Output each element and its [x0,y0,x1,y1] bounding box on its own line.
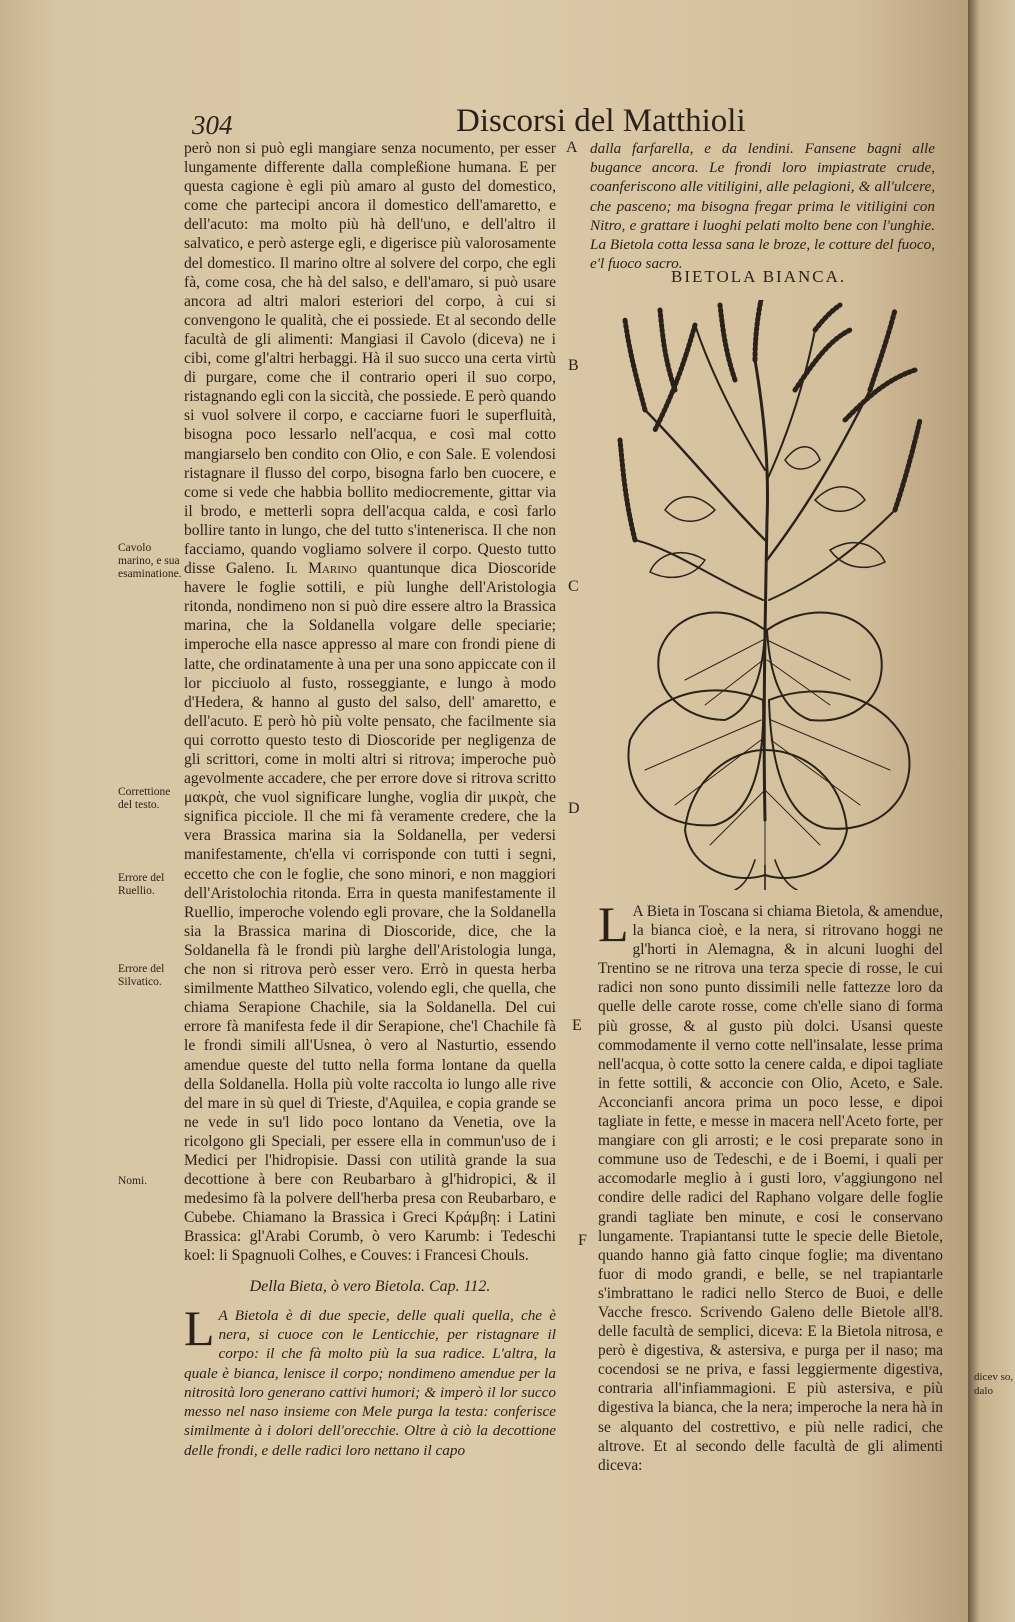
dioscorides-text: A Bietola è di due specie, delle quali quella, che è nera, si cuoce con le Lenticchie, per ristagnare il corpo: il che fà molto più la sua radice. L'altra, la quale è bianca, lenisce il corpo; nondimeno amendue per la nitrosità loro generano cattivi humori; & imperò il lor succo messo nel naso insieme con Mele purga la testa: conferisce similmente à i dolori dell'orecchie. Oltre à ciò la decottione delle frondi, e delle radici loro nettano il capo [184,1306,556,1459]
next-page-edge-text: dicev so, dalo [974,1371,1014,1397]
running-head: Discorsi del Matthioli [456,103,746,139]
section-letter-c: C [568,578,579,595]
next-page-edge [968,0,1015,1622]
section-letter-d: D [568,800,580,817]
figure-caption: BIETOLA BIANCA. [671,267,847,286]
margin-note-errore-silvatico: Errore del Silvatico. [118,963,165,988]
section-letter-e: E [572,1017,582,1034]
right-text-column [598,896,943,1475]
chapter-heading: Della Bieta, ò vero Bietola. Cap. 112. [249,1277,491,1295]
section-letter-b: B [568,357,579,374]
bietola-bianca-woodcut [615,300,925,890]
left-text-column [184,139,556,1460]
paragraph-cavolo [184,139,556,1266]
page-number: 304 [192,110,233,140]
section-letter-a: A [566,139,578,156]
paragraph-brassica-marina-text: quantunque dica Dioscoride havere le foglie sottili, e più lunghe dell'Aristologia ritonda, nondimeno non si può dire essere altro la Brassica marina, che la Soldanella volgare delle speciarie; imperoche ella nasce appresso al mare con frondi piene di latte, che ordinatamente à una per una sono appiccate con il lor picciuolo al fusto, rosseggiante, e lungo à modo d'Hedera, & hanno al gusto del salso, dell' amaretto, e dell'acuto. E però hò più volte pensato, che facilmente sia qui corrotto questo testo di Dioscoride per negligenza de gli scrittori, come in molti altri si ritrova; imperoche può agevolmente accadere, che per errore dove si ritrova scritto μακρὰ, che vuol significare lunghe, voglia dir μικρὰ, che significa picciole. Il che mi fà veramente credere, che la vera Brassica marina sia la Soldanella, per vedersi manifestamente, ch'ella vi corrisponde con tutti i segni, eccetto che con le foglie, che sono minori, e non maggiori dell'Aristolochia ritonda. Erra in questa manifestamente il Ruellio, imperoche volendo egli provare, che la Soldanella sia la Brassica marina di Dioscoride, dice, che la Soldanella fà le frondi più larghe dell'Aristologia lunga, che non si ritrova però esser vero. Errò in questa herba similmente Mattheo Silvatico, volendo egli, che quella, che chiama Serapione Chachile, sia la Soldanella. Del cui errore fà manifesta fede il dir Serapione, che'l Chachile fà le frondi simili all'Usnea, ò vero al Nasturtio, essendo amendue queste del tutto nella forma lontane da quella della Soldanella. Holla più volte raccolta io lungo alle rive del mare in sù quel di Trieste, d'Aquilea, e copia grande se ne vede in su'l lido poco lontano da Venetia, ove la ricolgono gli Speciali, per essere ella in commun'uso de i Medici per l'hidropisie. Dassi con utilità grande la sua decottione à bere con Reubarbaro à gl'hidropici, & il medesimo fà la polvere dell'herba presa con Reubarbaro, e Cubebe. Chiamano la Brassica i Greci Κράμβη: i Latini Brassica: gl'Arabi Corumb, ò vero Karumb: i Tedeschi koel: li Spagnuoli Colhes, e Couves: i Francesi Chouls. [184,560,556,1265]
marino-heading-word: Il Marino [285,560,357,578]
dioscorides-bietola-text [184,1299,556,1460]
margin-note-errore-ruellio: Errore del Ruellio. [118,872,165,897]
margin-note-cavolo-marino: Cavolo marino, e sua esaminatione. [118,542,182,580]
right-dropcap-letter: L [598,896,629,952]
dropcap-letter: L [184,1299,215,1356]
bietola-commentary [598,896,943,1475]
paragraph-cavolo-text: però non si può egli mangiare senza nocumento, per esser lungamente differente dalla compleßione humana. E per questa cagione è egli più amaro al gusto del domestico, come che partecipi ancora il domestico dell'amaretto, e dell'acuto: ma molto più hà dell'uno, e dell'altro il salvatico, e però asterge egli, e digerisce più valorosamente del domestico. Il marino oltre al solvere del corpo, che egli fà, come cosa, che hà del salso, e dell'amaro, si può usare ancora ad altri malori esteriori del corpo, à cui si convengono le qualità, che ei possiede. Et al secondo delle facultà de gli alimenti: Mangiasi il Cavolo (diceva) ne i cibi, come gl'altri herbaggi. Hà il suo succo una certa virtù di purgare, come che il contrario operi il suo corpo, ristagnando egli con la siccità, che possiede. E però quando si vuol solvere il corpo, e cacciarne fuori le superfluità, bisogna poco lessarlo nell'acqua, e così mal cotto mangiarselo ben condito con Olio, e con Sale. E volendosi ristagnare il flusso del corpo, bisogna farlo ben cuocere, e come si vede che habbia bollito mediocremente, gittar via il brodo, e metterli sopra dell'acqua calda, e così farlo bollire tanto in lungo, che del tutto s'intenerisca. Il che non facciamo, quando vogliamo solvere il corpo. Questo tutto disse Galeno. [184,140,556,578]
margin-note-correttione: Correttione del testo. [118,786,171,811]
section-letter-f: F [578,1232,587,1249]
bietola-commentary-text: A Bieta in Toscana si chiama Bietola, & amendue, la bianca cioè, e la nera, si ritrovano hoggi ne gl'horti in Alemagna, & in alcuni luoghi del Trentino se ne ritrova una terza specie di rosse, le cui radici non sono punto dissimili nelle fattezze loro da quelle delle carote rosse, come ch'elle siano di forma più grosse, & al gusto più dolci. Usansi queste commodamente il verno cotte nell'insalate, lesse prima nell'acqua, ò cotte sotto la cenere calda, e dipoi tagliate in fette sottili, & acconcie con Olio, Aceto, e Sale. Acconcianfi ancora prima un poco lesse, e dipoi tagliate in fette, e messe in macera nell'Aceto forte, per mangiare con gli arrosti; e le cosi preparate sono in commune uso de Tedeschi, e de i Boemi, i quali per accomodarle meglio à i gusti loro, v'aggiungono nel condire delle radici del Raphano volgare delle foglie grandi tagliate ben minute, e cosi le conservano lungamente. Trapiantansi tutte le specie delle Bietole, quando hanno già fatto cinque foglie; ma diventano fuor di modo grandi, e belle, se nel trapiantarle s'imbrattano le radici nello Sterco de Buoi, e delle Vacche fresco. Scrivendo Galeno delle Bietole all'8. delle facultà de semplici, diceva: E la Bietola nitrosa, e però è digestiva, & astersiva, e purga per il naso; ma cocendosi se ne priva, e fassi leggiermente digestiva, contraria all'infiammagioni. E più astersiva, e più digestiva la bianca, che la nera; imperoche la nera hà in se alquanto del costrettivo, e più nelle radici, che altrove. Et al secondo delle facultà de gli alimenti diceva: [598,903,943,1474]
margin-note-nomi: Nomi. [118,1175,148,1187]
right-top-text: dalla farfarella, e da lendini. Fansene bagni alle bugance ancora. Le frondi loro impiastrate crude, coanferiscono alle vitiligini, alle pelagioni, & all'ulcere, che pasceno; ma bisogna fregar prima le vitiligini con Nitro, e grattare i luoghi pelati molto bene con l'unghie. La Bietola cotta lessa sana le broze, le cotture del fuoco, e'l fuoco sacro. [590,140,935,273]
